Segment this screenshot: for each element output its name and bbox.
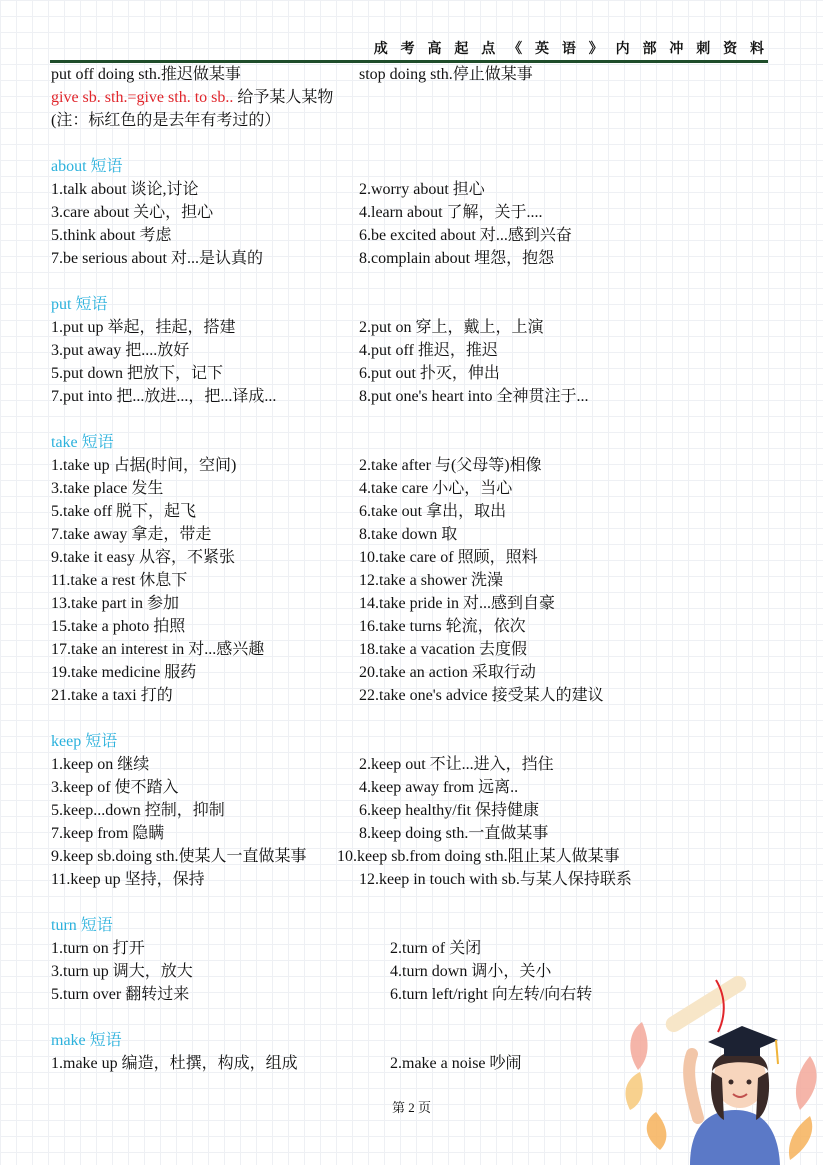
phrase-item: 8.complain about 埋怨，抱怨 [359, 250, 555, 267]
phrase-item: 7.be serious about 对...是认真的 [51, 250, 263, 267]
phrase-item: 11.take a rest 休息下 [51, 572, 188, 589]
phrase-item: 9.keep sb.doing sth.使某人一直做某事 [51, 848, 307, 865]
phrase-item: 2.make a noise 吵闹 [390, 1055, 522, 1072]
phrase-item: 6.be excited about 对...感到兴奋 [359, 227, 572, 244]
phrase-item: 7.take away 拿走，带走 [51, 526, 212, 543]
highlighted-phrase: give sb. sth.=give sth. to sb. [51, 89, 230, 106]
phrase-item: 5.take off 脱下，起飞 [51, 503, 197, 520]
phrase-item: 1.keep on 继续 [51, 756, 150, 773]
phrase-item: 18.take a vacation 去度假 [359, 641, 527, 658]
phrase-item: 4.turn down 调小，关小 [390, 963, 552, 980]
phrase-item: 14.take pride in 对...感到自豪 [359, 595, 555, 612]
section-title-take: take 短语 [51, 434, 114, 451]
page-content [51, 63, 771, 1075]
phrase-item: 10.take care of 照顾，照料 [359, 549, 538, 566]
intro-row [51, 63, 771, 86]
phrase-item: 12.take a shower 洗澡 [359, 572, 503, 589]
phrase-item: 22.take one's advice 接受某人的建议 [359, 687, 604, 704]
phrase-item: 9.take it easy 从容，不紧张 [51, 549, 235, 566]
graduate-illustration [620, 960, 823, 1165]
phrase-item: 6.put out 扑灭，伸出 [359, 365, 500, 382]
phrase-item: put off doing sth.推迟做某事 [51, 66, 241, 83]
phrase-item: 3.keep of 使不踏入 [51, 779, 179, 796]
note-text: (注：标红色的是去年有考过的） [51, 112, 281, 129]
phrase-item: 15.take a photo 拍照 [51, 618, 186, 635]
phrase-item: 5.think about 考虑 [51, 227, 172, 244]
phrase-item: 3.turn up 调大，放大 [51, 963, 193, 980]
section-title-keep: keep 短语 [51, 733, 118, 750]
section-title-about: about 短语 [51, 158, 123, 175]
phrase-item: 17.take an interest in 对...感兴趣 [51, 641, 265, 658]
phrase-item: 2.turn of 关闭 [390, 940, 482, 957]
intro-row: give sb. sth.=give sth. to sb.. 给予某人某物 [51, 89, 334, 106]
phrase-item: 6.take out 拿出，取出 [359, 503, 507, 520]
phrase-item: 5.turn over 翻转过来 [51, 986, 190, 1003]
phrase-item: 19.take medicine 服药 [51, 664, 197, 681]
phrase-item: 4.take care 小心，当心 [359, 480, 513, 497]
section-title-turn: turn 短语 [51, 917, 113, 934]
phrase-item: 5.put down 把放下，记下 [51, 365, 224, 382]
section-title-put: put 短语 [51, 296, 108, 313]
phrase-item: 11.keep up 坚持，保持 [51, 871, 205, 888]
phrase-item: 1.make up 编造，杜撰，构成，组成 [51, 1055, 298, 1072]
phrase-item: 21.take a taxi 打的 [51, 687, 173, 704]
phrase-item: 20.take an action 采取行动 [359, 664, 536, 681]
phrase-item: 2.keep out 不让...进入，挡住 [359, 756, 554, 773]
phrase-item: 8.put one's heart into 全神贯注于... [359, 388, 589, 405]
phrase-item: 2.put on 穿上，戴上，上演 [359, 319, 544, 336]
phrase-item: 3.put away 把....放好 [51, 342, 190, 359]
phrase-item: 3.take place 发生 [51, 480, 164, 497]
page-number: 第 2 页 [391, 1100, 431, 1115]
phrase-item: 1.talk about 谈论,讨论 [51, 181, 199, 198]
phrase-item: 2.worry about 担心 [359, 181, 485, 198]
phrase-item: 8.take down 取 [359, 526, 458, 543]
phrase-meaning: 给予某人某物 [237, 89, 334, 106]
phrase-item: 4.keep away from 远离.. [359, 779, 519, 796]
phrase-item: 1.put up 举起，挂起，搭建 [51, 319, 236, 336]
phrase-item: 13.take part in 参加 [51, 595, 179, 612]
phrase-item: 12.keep in touch with sb.与某人保持联系 [359, 871, 632, 888]
phrase-item: 1.turn on 打开 [51, 940, 145, 957]
phrase-item: 2.take after 与(父母等)相像 [359, 457, 542, 474]
phrase-item: 7.keep from 隐瞒 [51, 825, 165, 842]
phrase-item: 16.take turns 轮流，依次 [359, 618, 526, 635]
section-title-make: make 短语 [51, 1032, 122, 1049]
phrase-item: 4.put off 推迟，推迟 [359, 342, 498, 359]
phrase-item: 8.keep doing sth.一直做某事 [359, 825, 549, 842]
phrase-item: 10.keep sb.from doing sth.阻止某人做某事 [337, 848, 620, 865]
phrase-item: 7.put into 把...放进...，把...译成... [51, 388, 277, 405]
phrase-item: 6.keep healthy/fit 保持健康 [359, 802, 539, 819]
phrase-item: stop doing sth.停止做某事 [359, 66, 533, 83]
phrase-item: 1.take up 占据(时间，空间) [51, 457, 237, 474]
phrase-item: 3.care about 关心，担心 [51, 204, 214, 221]
phrase-item: 6.turn left/right 向左转/向右转 [390, 986, 593, 1003]
phrase-item: 4.learn about 了解，关于.... [359, 204, 543, 221]
document-header: 成 考 高 起 点 《 英 语 》 内 部 冲 刺 资 料 [373, 41, 768, 57]
phrase-item: 5.keep...down 控制，抑制 [51, 802, 225, 819]
